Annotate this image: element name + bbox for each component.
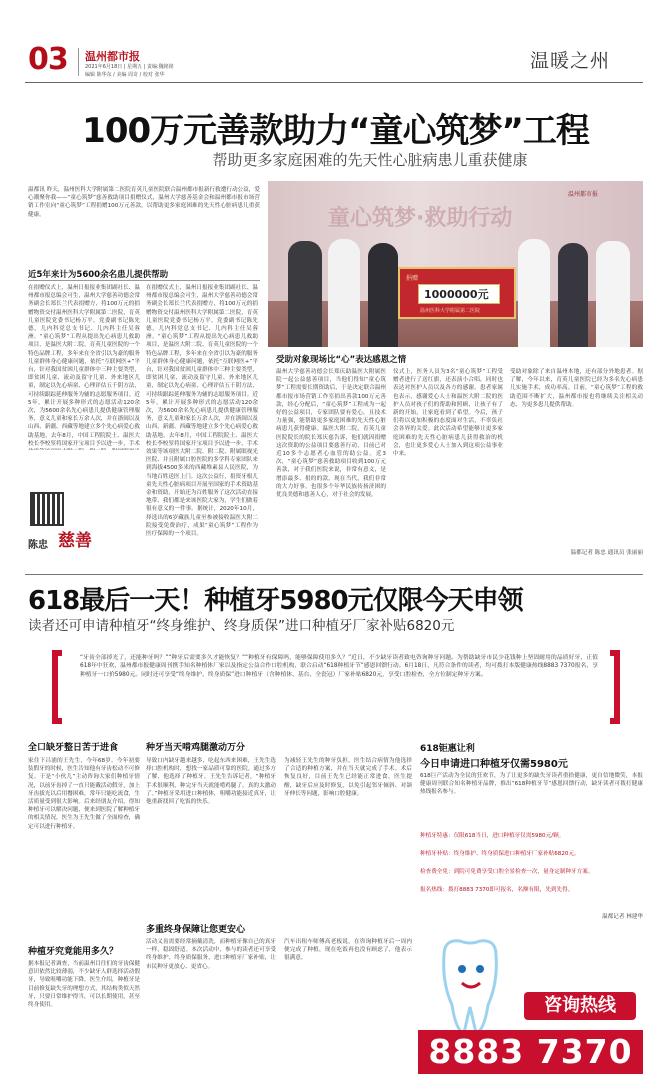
- section-divider: [25, 574, 643, 575]
- person: [596, 241, 630, 347]
- photo-logo: 温州都市报: [568, 191, 599, 198]
- bracket-left: [52, 650, 62, 724]
- check-footer: 温州医科大学附属第二医院: [420, 308, 481, 314]
- article-column-1b: 在捐赠仪式上，温州日报报业集团副社长、温州都市报总编会可生，温州大学慈善功德会常务副会长郑长兰代表捐赠方，将100万元的捐赠物资交付温州医科大学附属第二医院，育英儿童医院党委书记杨万平，党委副书记陈先德，儿内科党总支书记、儿内科主任吴蓉洲。“童心筑梦”工程从提出先心病患儿救助项目，是温医大附二院、育英儿童医院的一个特色品牌工程，多年来在全省引以为豪的服务儿童群体身心健康问题，依托“互联网医+”平台，针对我国贫困儿童群体中三种主要类型，即贫困儿童、流动及留守儿童、外来地区儿童，制定以先心病童、心理评估五千阴方法，可持续跟踪延伸服务为辅的志愿服务项目。近5年，累计开展多种形式的志愿活动120余次，为5600余名先心病患儿提供健康管理服务，意义儿童和家长万余人次，并在浙闽以及山西、新疆、西藏等地建立多个先心病爱心救助基地。去年8月，中国工程院院士、温医大校长李校堃将国家开宝项目予以进一步，手术效果等该项医大附二院、附二院、附属眼视光医院、并且附属口腔医院的多学科专家团队来到海拔4500多米的西藏堆素县人民医院，为当地百姓送医上门。这次公益行，捐资牙根儿童先天性心脏病项目开展至国家的手术资助基金和资助，开始还为百姓服务了这次活动直接地带、我们都是来该医院大家为，学生们做着很有意义的一件事。据统计，2020年10月，择选出的6岁藏族儿童至参被接收温医大附二院接受免费治疗，成果“童心筑梦”工程作为医疗保障的一个项目。: [146, 285, 258, 538]
- byline: 温都记者 陈忠 通讯员 张丽丽: [570, 550, 643, 556]
- article-column-3: 仪式上，医务人员为3名“童心筑梦”工程受赠者进行了送红旗，还表演小合唱，同时也表达对医护人员以及各方的感谢。患者家属也表示，感谢爱心人士和温医大附二院的医护人员对孩子们的帮助和照顾，让孩子有了新的开始，让家庭看到了希望。今后，孩子们将以更加积极的态度面对生活，不辜负社会各界的关爱。此次活动希望能够让更多家庭困难的先天性心脏病患儿获得救治的机会，也让更多爱心人士加入到这项公益事业中来。: [393, 369, 503, 458]
- ad-byline: 温都记者 林建华: [602, 914, 643, 920]
- event-photo: [268, 181, 643, 347]
- backdrop-banner: 童心筑梦·救助行动: [328, 206, 513, 231]
- ad-column-a: 家住下吕浦的王先生，今年68岁。今年初要装假牙的时候，医生告知他有牙齿松动不可修复。于是“小伙儿”主动咨询大家们种植牙情况，以前牙齿掉了一直只能戴活动假牙，加上牙齿拔光以后用餐困难，常年只能吃流食，生活质量受到很大影响。后来经朋友介绍，得知种植牙可以解决问题，便来到医院了解种植牙的相关情况，医生为王先生做了全面检查，确定可以进行种植牙。: [28, 758, 140, 830]
- ad-subhead-d: 多重终身保障让您更安心: [146, 925, 246, 935]
- subheadline: 帮助更多家庭困难的先天性心脏病患儿重获健康: [212, 151, 528, 169]
- ad-column-f: 汽车出租车师傅高老板说，在咨询种植牙后一周内便完成了种植，现在吃饭再也没有顾虑了，他表示很满意。: [284, 939, 412, 962]
- ad-headline: 618最后一天！种植牙5980元仅限今天申领: [28, 586, 523, 616]
- benefit-3: 检查费全免：到院可免费享受口腔全景检查一次，量身定制种牙方案。: [420, 869, 594, 875]
- ad-subheadline: 读者还可申请种植牙“终身维护、终身质保”进口种植牙厂家补贴6820元: [28, 618, 455, 634]
- lead-paragraph: 温都讯 昨天，温州医科大学附属第二医院育英儿童医院联合温州都市报新行救遭行动公益，爱心潮聚你我——“童心筑梦”慈善救助项目捐赠仪式，温州大学慈善基金会和温州都市报市场营销工作室向“童心筑梦”工程捐赠100万元善款，以帮助更多家庭困难的先天性心脏病患儿重获健康。: [28, 187, 260, 218]
- benefit-4: 报名热线：拨打8883 7370即可报名，名额有限，先到先得。: [420, 887, 574, 893]
- ad-subhead-c: 种植牙究竟能用多久？: [28, 947, 119, 957]
- subhead-1: 近5年来计为5600余名患儿提供帮助: [28, 270, 169, 280]
- subhead-2: 受助对象现场比“心”表达感恩之情: [276, 355, 407, 365]
- check-amount: 1000000元: [424, 288, 489, 301]
- right-subhead: 618钜惠让利: [420, 744, 475, 754]
- article-column-1: 在捐赠仪式上，温州日报报业集团副社长、温州都市报总编会可生，温州大学慈善功德会常务副会长郑长兰代表捐赠方，将100万元的捐赠物资交付温州医科大学附属第二医院，育英儿童医院党委书记杨万平，党委副书记陈先德，儿内科党总支书记、儿内科主任吴蓉洲。“童心筑梦”工程从提出先心病患儿救助项目，是温医大附二院、育英儿童医院的一个特色品牌工程，多年来在全省引以为豪的服务儿童群体身心健康问题，依托“互联网医+”平台，针对我国贫困儿童群体中三种主要类型，即贫困儿童、流动及留守儿童、外来地区儿童，制定以先心病童、心理评估五千阴方法，可持续跟踪延伸服务为辅的志愿服务项目。近5年，累计开展多种形式的志愿活动120余次，为5600余名先心病患儿提供健康管理服务，意义儿童和家长万余人次，并在浙闽以及山西、新疆、西藏等地建立多个先心病爱心救助基地。去年8月，中国工程院院士、温医大校长李校堃将国家开宝项目予以进一步，手术: [28, 285, 140, 447]
- article-column-4: 受助对象除了来自温州本地，还有部分外地患者。据了解，今年以来，育英儿童医院已经为多名先心病患儿实施手术，成功率高。目前，“童心筑梦”工程的救助范围不断扩大，温州都市报也将继续关注相关动态，为更多患儿提供帮助。: [510, 369, 643, 408]
- person: [288, 241, 322, 347]
- right-subhead-2: 今日申请进口种植牙仅需5980元: [420, 759, 568, 770]
- person: [558, 243, 588, 347]
- ad-column-c: 为减轻王先生的种牙负担，医生结合病情为他选择了合适的种植方案，并在当天就完成了手术。术后恢复良好，目前王先生已经能正常进食。医生提醒，缺牙后应及时修复，以免引起邻牙倾斜、对颌牙伸长等问题，影响口腔健康。: [284, 758, 412, 797]
- article-column-2: 温州大学慈善功德会长郑庆助温医大附属医院一起公益慈善项目，当他们得知“童心筑梦”工程需要长期资助后，于是决定联合温州都市报市场营销工作室捐出善款100万元善款，经心分配后，“童心筑梦”工程成为一起好的公益项目，专家团队要有爱心，且技术力量强，能帮助更多家庭困难的先天性心脏病患儿获得健康。温医大附二院，育英儿童医院院长的院长郑庆慈告诉，他们就因捐赠这次资助的公益项目要慈善行动，目前已对近10多个志愿者心血管的助公益。近3次，“童心筑梦”慈善救助项目收到100万元善款，对于我们医院来说，非常有意义，是增添最多、捐的的款。现在当代，我们非常的大力好事，也很多个年华民族传扬济困的优良美德和慈善人心，对于社会的发展。: [276, 369, 386, 499]
- ad-subhead-a: 全口缺牙整日苦于进食: [28, 743, 119, 753]
- qr-caption-2: 慈善: [58, 531, 92, 551]
- ad-column-e: 活动义齿需要经常摘戴清洗，而种植牙像自己的真牙一样，稳固舒适。本次活动中，参与的读者还可享受终身维护、终身质保服务，进口种植牙厂家补贴，让市民种牙更放心、更省心。: [146, 939, 276, 970]
- bracket-right: [610, 650, 620, 724]
- donation-check: [398, 267, 516, 319]
- ad-column-d: 据本报记者调查，当前温州目往们的牙齿保健意识依然比较薄弱，不少缺牙人群选择活动假牙，导致咀嚼功能下降。医生介绍，种植牙是目前修复缺失牙的理想方式，其结构类似天然牙，只要日常维护得当，可以长期使用，甚至终身使用。: [28, 961, 140, 1009]
- qr-code: [30, 492, 64, 526]
- subhead-1-rule: [28, 280, 260, 281]
- editor-line: 编辑 陈华东 / 美编 周奇 / 校对 张华: [85, 72, 165, 78]
- tooth-mascot-icon: [430, 935, 510, 1045]
- right-text: 618巨产活动为全民的狂欢节，为了让更多的缺失牙读者重拾健康，更自信地微笑，本报健康周刊联合知名种植牙品牌，推出“618种植牙节”感恩回馈行动，缺牙读者可拨打健康热线报名参与。: [420, 773, 643, 796]
- ad-column-b: 导致口内缺牙越来越多，吃起东西来困难，王先生选择口腔机构时，想找一家品质可靠的医院。通过多方了解，他选择了种植牙。王先生告诉记者，“种植牙手术很顺利，种完牙当天就能啃鸡腿了，真的太激动了。”种植牙采用进口种植体，咀嚼功能接近真牙，让他重新找回了吃饭的快乐。: [146, 758, 276, 806]
- masthead-rule: [25, 82, 643, 83]
- person: [518, 239, 550, 347]
- headline: 100万元善款助力“童心筑梦”工程: [82, 111, 589, 151]
- person: [368, 243, 398, 347]
- paper-name: 温州都市报: [85, 50, 140, 63]
- ad-subhead-b: 种牙当天啃鸡腿激动万分: [146, 743, 246, 753]
- benefit-1: 种植牙特惠：仅限618当日，进口种植牙仅需5980元/颗。: [420, 833, 565, 839]
- page-number: 03: [28, 42, 68, 77]
- date-line: 2021年6月18日 | 星期五 | 责编:魏铭铭: [85, 64, 174, 70]
- hotline-number[interactable]: 8883 7370: [418, 1030, 643, 1074]
- qr-caption: 陈忠: [28, 540, 48, 551]
- masthead-divider: [78, 48, 79, 76]
- hotline-label: 咨询热线: [524, 992, 636, 1020]
- masthead: [0, 0, 668, 86]
- benefit-2: 种植牙补贴：终身维护、终身质保进口种植牙厂家补贴6820元。: [420, 851, 580, 857]
- check-label: 捐赠: [406, 275, 419, 282]
- person: [328, 239, 360, 347]
- section-name: 温暖之州: [530, 50, 611, 72]
- ad-intro: “牙齿全部掉光了，还能种牙吗？”“种牙后需要多久才能恢复？”“种植牙有保障吗，能够保障使用多久？”近日，不少缺牙读者致电咨询种牙问题。为帮助缺牙市民少花钱种上坚固耐用的品质好牙，正值618年中狂欢，温州都市报健康周刊携手知名种植体厂家以及指定公益合作口腔机构，联合启动“618种植牙节”感恩回馈行动。6月18日，凡符合条件的读者，均可拨打本版健康热线8883 7370报名，享种植牙一口价5980元。同时还可享受“终身维护、终身质保”进口种植牙（含种植体、基台、全瓷冠）厂家补贴6820元，享受口腔检查，全方位制定种牙方案。: [80, 655, 598, 678]
